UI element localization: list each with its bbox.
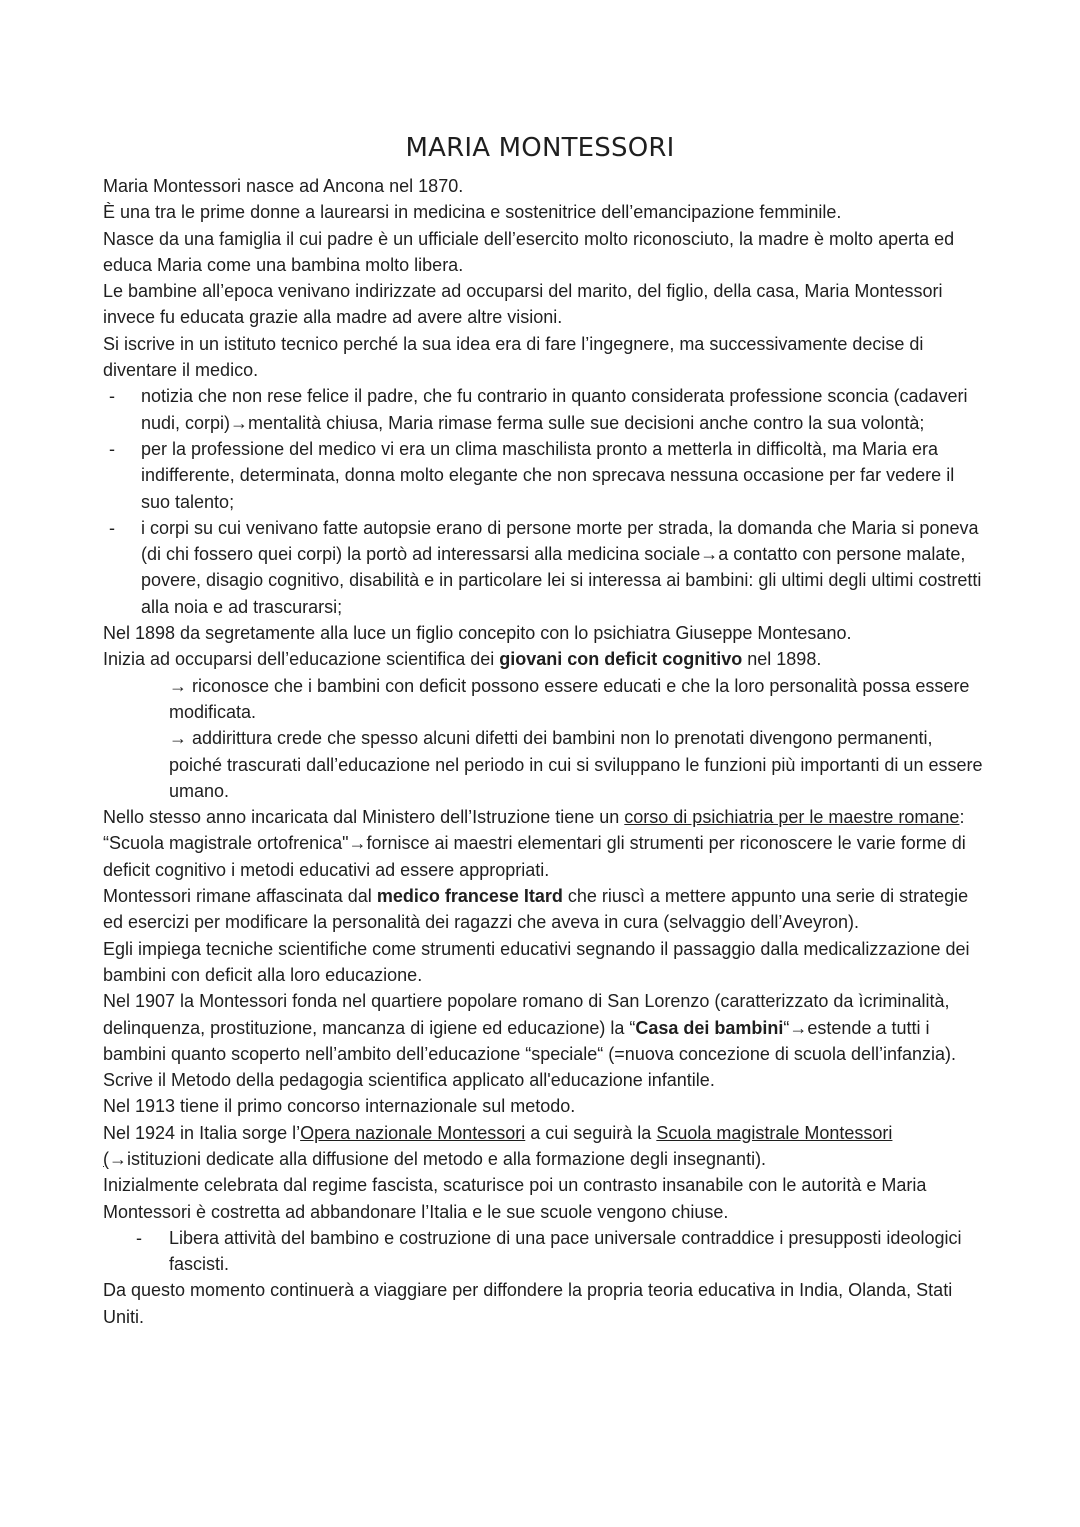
paragraph-upbringing: Le bambine all’epoca venivano indirizzate ad occuparsi del marito, del figlio, della casa, Maria Montessori invece fu educata grazie alla madre ad avere altre visioni. [103,281,943,328]
text-run: “→estende a tutti i bambini quanto scoperto nell’ambito dell’educazione “speciale“ (=nuova concezione di scuola dell’infanzia). [103,1017,957,1064]
bullet-list-fascism [103,1225,983,1278]
text-run: che riuscì a mettere appunto una serie di strategie ed esercizi per modificare la personalità dei ragazzi che aveva in cura (selvaggio dell’Aveyron). [103,886,969,933]
text-run: : “Scuola magistrale ortofrenica"→fornisce ai maestri elementari gli strumenti per riconoscere le varie forme di deficit cognitivo i metodi educativi ad essere appropriati. [103,807,966,880]
paragraph-scientific-education [103,646,983,672]
paragraph-itard [103,883,983,936]
text-run: nel 1898. [742,649,822,670]
paragraph-casa-dei-bambini [103,988,983,1067]
text-run: Montessori rimane affascinata dal [103,886,377,907]
text-run: →istituzioni dedicate alla diffusione del metodo e alla formazione degli insegnanti). [109,1148,767,1169]
arrow-note: → riconosce che i bambini con deficit possono essere educati e che la loro personalità possa essere modificata. [169,675,970,722]
list-item-text: Libera attività del bambino e costruzione di una pace universale contraddice i presupposti ideologici fascisti. [169,1227,962,1275]
paragraph-son: Nel 1898 da segretamente alla luce un figlio concepito con lo psichiatra Giuseppe Montesano. [103,623,852,644]
document-body [103,173,983,1330]
bold-text: giovani con deficit cognitivo [499,649,743,670]
bullet-marker: - [136,1227,142,1248]
paragraph-techniques: Egli impiega tecniche scientifiche come strumenti educativi segnando il passaggio dalla medicalizzazione dei bambini con deficit alla loro educazione. [103,938,970,985]
underlined-text: Scuola magistrale Montessori ( [103,1122,893,1169]
text-run: a cui seguirà la [525,1122,657,1143]
paragraph-studies: Si iscrive in un istituto tecnico perché la sua idea era di fare l’ingegnere, ma successivamente decise di diventare il medico. [103,333,924,381]
list-item [103,383,983,436]
text-run: Nel 1924 in Italia sorge l’ [103,1122,301,1143]
bullet-marker: - [109,517,115,538]
paragraph-birth: Maria Montessori nasce ad Ancona nel 1870. [103,176,464,196]
arrow-note: → addirittura crede che spesso alcuni difetti dei bambini non lo prenotati divengono permanenti, poiché trascurati dall’educazione nel periodo in cui si sviluppano le funzioni più importanti di un essere umano. [169,728,983,801]
list-item [103,436,983,515]
list-item-text: per la professione del medico vi era un clima maschilista pronto a metterla in difficoltà, ma Maria era indifferente, determinata, donna molto elegante che non sprecava nessuna occasione per far vedere il suo talento; [141,438,955,512]
underlined-text: Opera nazionale Montessori [300,1122,526,1143]
bullet-marker: - [109,438,115,459]
paragraph-degree: È una tra le prime donne a laurearsi in medicina e sostenitrice dell’emancipazione femminile. [103,202,842,223]
paragraph-1924 [103,1120,983,1173]
bold-text: Casa dei bambini [635,1017,784,1038]
text-run: Inizia ad occuparsi dell’educazione scientifica dei [103,649,500,670]
list-item-text: i corpi su cui venivano fatte autopsie erano di persone morte per strada, la domanda che Maria si poneva (di chi fossero quei corpi) la portò ad interessarsi alla medicina sociale→a contatto con persone malate, povere, disagio cognitivo, disabilità e in particolare lei si interessa ai bambini: gli ultimi degli ultimi costretti alla noia e ad trascurarsi; [141,517,982,617]
text-run: Nel 1907 la Montessori fonda nel quartiere popolare romano di San Lorenzo (caratterizzato da ìcriminalità, delinquenza, prostituzione, mancanza di igiene ed educazione) la “ [103,991,950,1038]
paragraph-ministry [103,804,983,883]
list-item [103,515,983,620]
list-item [103,1225,983,1278]
list-item-text: notizia che non rese felice il padre, che fu contrario in quanto considerata professione sconcia (cadaveri nudi, corpi)→mentalità chiusa, Maria rimase ferma sulle sue decisioni anche contro la sua volontà; [141,386,968,433]
bullet-marker: - [109,386,115,407]
bold-text: medico francese Itard [376,886,563,907]
paragraph-travels: Da questo momento continuerà a viaggiare per diffondere la propria teoria educativa in India, Olanda, Stati Uniti. [103,1280,953,1327]
paragraph-fascism: Inizialmente celebrata dal regime fascista, scaturisce poi un contrasto insanabile con le autorità e Maria Montessori è costretta ad abbandonare l’Italia e le sue scuole vengono chiuse. [103,1175,927,1222]
underlined-text: corso di psichiatria per le maestre romane [624,807,960,828]
paragraph-family: Nasce da una famiglia il cui padre è un ufficiale dell’esercito molto riconosciuto, la madre è molto aperta ed educa Maria come una bambina molto libera. [103,228,955,275]
paragraph-1913: Nel 1913 tiene il primo concorso internazionale sul metodo. [103,1096,576,1117]
paragraph-method: Scrive il Metodo della pedagogia scientifica applicato all'educazione infantile. [103,1070,715,1091]
text-run: Nello stesso anno incaricata dal Ministero dell’Istruzione tiene un [103,807,625,828]
bullet-list-medicine [103,383,983,620]
document-title: MARIA MONTESSORI [405,133,675,163]
